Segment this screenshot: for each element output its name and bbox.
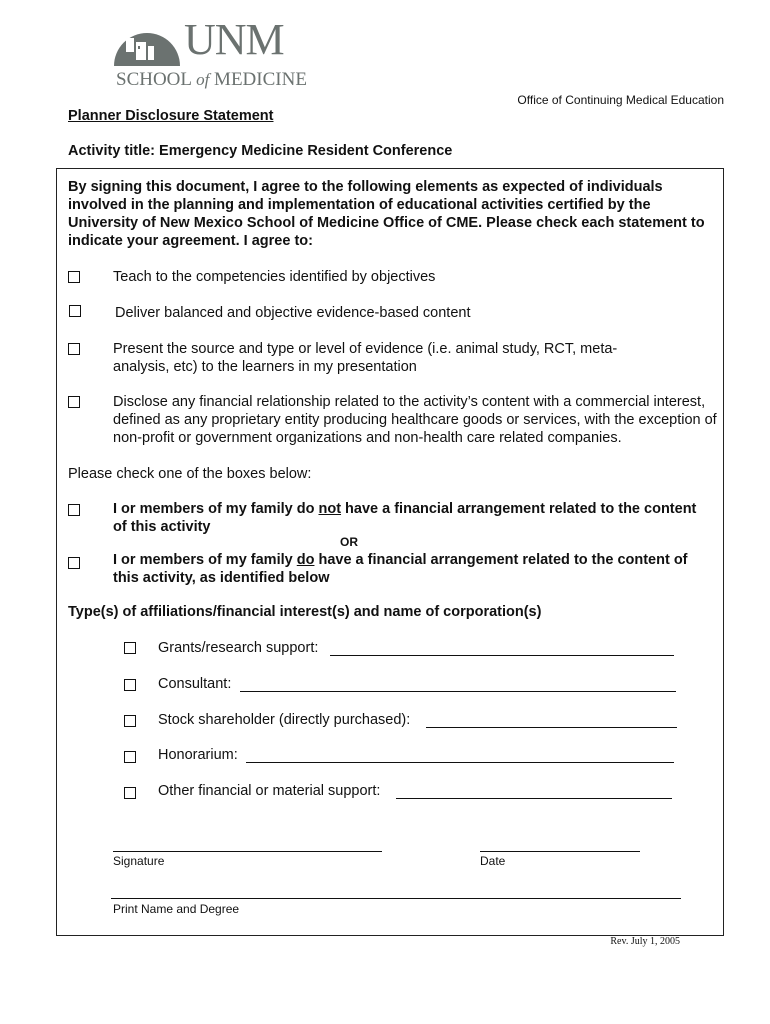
affiliations-heading: Type(s) of affiliations/financial interest(s) and name of corporation(s) [68, 604, 542, 620]
agreement-intro: By signing this document, I agree to the following elements as expected of individuals involved in the planning and implementation of educational activities certified by the University of New Mexico School of Medicine Office of CME. Please check each statement to indicate your agreement. I agree to: [68, 179, 705, 249]
no-arrangement-statement: I or members of my family do not have a financial arrangement related to the content of this activity [113, 501, 697, 535]
consultant-checkbox[interactable] [124, 679, 136, 691]
statement-checkbox-1[interactable] [68, 271, 80, 283]
stock-label: Stock shareholder (directly purchased): [158, 712, 411, 728]
statement-checkbox-2[interactable] [69, 305, 81, 317]
has-arrangement-checkbox[interactable] [68, 557, 80, 569]
stock-checkbox[interactable] [124, 715, 136, 727]
statement-2: Deliver balanced and objective evidence-based content [115, 305, 471, 321]
logo-wordmark: UNM [184, 15, 284, 64]
honorarium-checkbox[interactable] [124, 751, 136, 763]
signature-label: Signature [113, 854, 165, 868]
no-arrangement-checkbox[interactable] [68, 504, 80, 516]
statement-checkbox-4[interactable] [68, 396, 80, 408]
consultant-label: Consultant: [158, 676, 232, 692]
consultant-input-line[interactable] [240, 691, 676, 692]
statement-4: Disclose any financial relationship related to the activity’s content with a commercial interest, defined as any proprietary entity producing healthcare goods or services, with the exception of non-profit or government organizations and non-health care related companies. [113, 394, 717, 446]
honorarium-input-line[interactable] [246, 762, 674, 763]
office-name: Office of Continuing Medical Education [517, 93, 724, 107]
print-name-line[interactable] [111, 898, 681, 899]
or-separator: OR [340, 535, 358, 549]
logo-school-name: SCHOOL of MEDICINE [116, 69, 307, 90]
date-line[interactable] [480, 851, 640, 852]
unm-emblem-icon [112, 16, 182, 68]
grants-input-line[interactable] [330, 655, 674, 656]
grants-checkbox[interactable] [124, 642, 136, 654]
page-title: Planner Disclosure Statement [68, 108, 274, 124]
date-label: Date [480, 854, 506, 868]
other-support-input-line[interactable] [396, 798, 672, 799]
unm-logo [112, 16, 312, 96]
print-name-label: Print Name and Degree [113, 902, 240, 916]
other-support-label: Other financial or material support: [158, 783, 381, 799]
has-arrangement-statement: I or members of my family do have a financial arrangement related to the content of this activity, as identified below [113, 552, 688, 586]
statement-1: Teach to the competencies identified by objectives [113, 269, 436, 285]
stock-input-line[interactable] [426, 727, 677, 728]
revision-date: Rev. July 1, 2005 [610, 936, 680, 947]
grants-label: Grants/research support: [158, 640, 319, 656]
other-support-checkbox[interactable] [124, 787, 136, 799]
statement-3: Present the source and type or level of evidence (i.e. animal study, RCT, meta-analysis, etc) to the learners in my presentation [113, 341, 618, 375]
check-prompt: Please check one of the boxes below: [68, 466, 312, 482]
activity-title: Activity title: Emergency Medicine Resident Conference [68, 143, 453, 159]
honorarium-label: Honorarium: [158, 747, 238, 763]
statement-checkbox-3[interactable] [68, 343, 80, 355]
signature-line[interactable] [113, 851, 382, 852]
